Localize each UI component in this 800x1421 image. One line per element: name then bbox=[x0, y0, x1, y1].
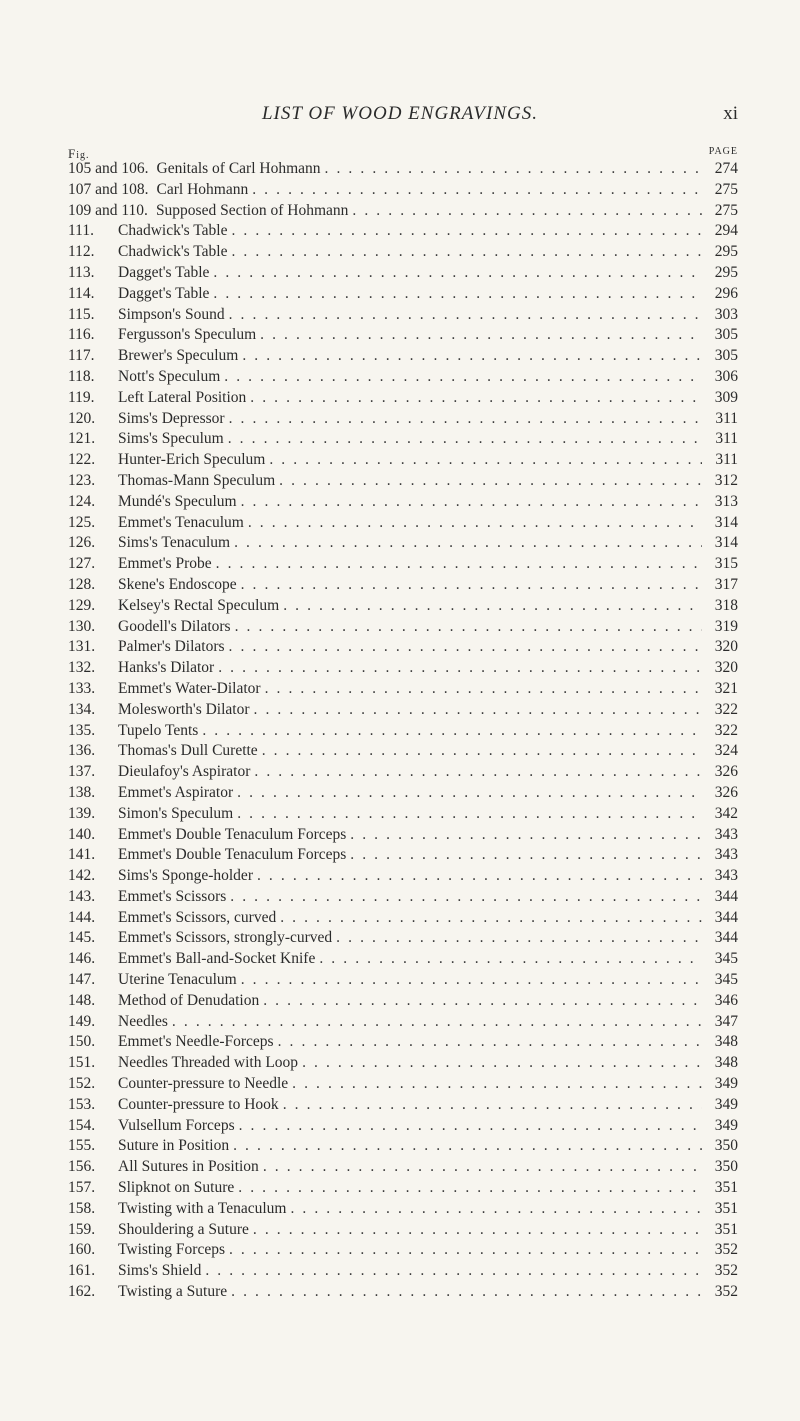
figure-title: All Sutures in Position bbox=[118, 1158, 259, 1176]
figure-page-number: 315 bbox=[714, 555, 738, 573]
dot-leader bbox=[253, 1220, 702, 1241]
list-item bbox=[68, 1053, 738, 1074]
figure-page-number: 311 bbox=[715, 409, 738, 427]
figure-page-number: 352 bbox=[714, 1283, 738, 1301]
list-item bbox=[68, 450, 738, 471]
figure-number: 114. bbox=[68, 284, 95, 302]
dot-leader bbox=[238, 1178, 702, 1199]
dot-leader bbox=[350, 845, 702, 866]
dot-leader bbox=[230, 887, 702, 908]
list-item bbox=[68, 1261, 738, 1282]
figure-page-number: 326 bbox=[714, 783, 738, 801]
list-item bbox=[68, 513, 738, 534]
page-column-heading: PAGE bbox=[708, 146, 738, 157]
figure-number: 153. bbox=[68, 1095, 96, 1113]
list-item bbox=[68, 492, 738, 513]
figure-number: 118. bbox=[68, 367, 95, 385]
figure-number: 137. bbox=[68, 763, 96, 781]
figure-title: Left Lateral Position bbox=[118, 388, 247, 406]
dot-leader bbox=[241, 970, 702, 991]
figure-page-number: 320 bbox=[714, 659, 738, 677]
figure-page-number: 326 bbox=[714, 763, 738, 781]
list-item bbox=[68, 596, 738, 617]
figure-title: Sims's Speculum bbox=[118, 430, 224, 448]
figure-number: 128. bbox=[68, 575, 96, 593]
figure-title: Molesworth's Dilator bbox=[118, 700, 250, 718]
figure-number: 107 and 108. bbox=[68, 180, 149, 198]
figure-page-number: 344 bbox=[714, 929, 738, 947]
figure-title: Emmet's Probe bbox=[118, 555, 212, 573]
figure-page-number: 319 bbox=[714, 617, 738, 635]
figure-title: Emmet's Double Tenaculum Forceps bbox=[118, 846, 347, 864]
list-item bbox=[68, 866, 738, 887]
figure-title: Twisting a Suture bbox=[118, 1283, 228, 1301]
figure-title: Simpson's Sound bbox=[118, 305, 225, 323]
list-item bbox=[68, 1116, 738, 1137]
figure-page-number: 295 bbox=[714, 243, 738, 261]
figure-title: Emmet's Scissors bbox=[118, 887, 227, 905]
list-item bbox=[68, 804, 738, 825]
figure-page-number: 343 bbox=[714, 846, 738, 864]
dot-leader bbox=[229, 305, 702, 326]
dot-leader bbox=[229, 409, 702, 430]
figure-number: 117. bbox=[68, 347, 95, 365]
figure-title: Needles Threaded with Loop bbox=[118, 1054, 299, 1072]
page-title: LIST OF WOOD ENGRAVINGS. bbox=[261, 103, 539, 124]
dot-leader bbox=[241, 575, 702, 596]
figure-number: 122. bbox=[68, 451, 96, 469]
figure-title: Needles bbox=[118, 1012, 168, 1030]
dot-leader bbox=[213, 284, 702, 305]
dot-leader bbox=[350, 825, 702, 846]
list-item bbox=[68, 263, 738, 284]
figure-number: 111. bbox=[68, 222, 94, 240]
figure-title: Counter-pressure to Needle bbox=[118, 1075, 289, 1093]
dot-leader bbox=[242, 346, 702, 367]
dot-leader bbox=[263, 1157, 702, 1178]
dot-leader bbox=[228, 429, 702, 450]
list-item bbox=[68, 554, 738, 575]
list-item bbox=[68, 388, 738, 409]
dot-leader bbox=[241, 492, 702, 513]
list-item bbox=[68, 1032, 738, 1053]
figure-page-number: 352 bbox=[714, 1262, 738, 1280]
figure-title: Dagget's Table bbox=[118, 263, 210, 281]
dot-leader bbox=[352, 201, 702, 222]
dot-leader bbox=[235, 617, 702, 638]
figure-number: 135. bbox=[68, 721, 96, 739]
dot-leader bbox=[292, 1074, 702, 1095]
dot-leader bbox=[290, 1199, 702, 1220]
dot-leader bbox=[254, 700, 702, 721]
figure-title: Sims's Shield bbox=[118, 1262, 202, 1280]
dot-leader bbox=[265, 679, 702, 700]
figure-page-number: 275 bbox=[714, 201, 738, 219]
figure-title: Emmet's Double Tenaculum Forceps bbox=[118, 825, 347, 843]
dot-leader bbox=[325, 159, 702, 180]
figure-number: 142. bbox=[68, 867, 96, 885]
figure-page-number: 350 bbox=[714, 1137, 738, 1155]
figure-title: Dieulafoy's Aspirator bbox=[118, 763, 251, 781]
list-item bbox=[68, 658, 738, 679]
dot-leader bbox=[262, 741, 702, 762]
figure-page-number: 342 bbox=[714, 804, 738, 822]
dot-leader bbox=[319, 949, 702, 970]
figure-page-number: 346 bbox=[714, 991, 738, 1009]
dot-leader bbox=[234, 533, 702, 554]
figure-page-number: 322 bbox=[714, 721, 738, 739]
figure-page-number: 344 bbox=[714, 887, 738, 905]
figure-page-number: 305 bbox=[714, 326, 738, 344]
figure-title: Genitals of Carl Hohmann bbox=[156, 160, 321, 177]
figure-page-number: 275 bbox=[714, 180, 738, 198]
figure-title: Twisting Forceps bbox=[118, 1241, 225, 1259]
dot-leader bbox=[239, 1116, 702, 1137]
figure-title: Vulsellum Forceps bbox=[118, 1116, 235, 1134]
figure-number: 151. bbox=[68, 1054, 96, 1072]
figure-number: 112. bbox=[68, 243, 95, 261]
dot-leader bbox=[172, 1012, 702, 1033]
figure-number: 149. bbox=[68, 1012, 96, 1030]
dot-leader bbox=[231, 242, 702, 263]
list-item bbox=[68, 429, 738, 450]
figure-page-number: 349 bbox=[714, 1075, 738, 1093]
list-item bbox=[68, 221, 738, 242]
dot-leader bbox=[233, 1136, 702, 1157]
figure-number: 126. bbox=[68, 534, 96, 552]
dot-leader bbox=[229, 1240, 702, 1261]
figure-page-number: 343 bbox=[714, 867, 738, 885]
figure-number: 147. bbox=[68, 971, 96, 989]
figure-page-number: 274 bbox=[714, 160, 738, 177]
figure-title: Emmet's Scissors, curved bbox=[118, 908, 277, 926]
figure-title: Emmet's Tenaculum bbox=[118, 513, 244, 531]
figure-title: Twisting with a Tenaculum bbox=[118, 1199, 287, 1217]
dot-leader bbox=[336, 928, 702, 949]
figure-page-number: 309 bbox=[714, 388, 738, 406]
figure-number: 148. bbox=[68, 991, 96, 1009]
figure-page-number: 303 bbox=[714, 305, 738, 323]
figure-title: Counter-pressure to Hook bbox=[118, 1095, 279, 1113]
figure-title: Uterine Tenaculum bbox=[118, 971, 237, 989]
list-item bbox=[68, 1220, 738, 1241]
list-item bbox=[68, 908, 738, 929]
figure-number: 121. bbox=[68, 430, 96, 448]
list-item bbox=[68, 533, 738, 554]
figure-title: Chadwick's Table bbox=[118, 243, 228, 261]
dot-leader bbox=[260, 325, 702, 346]
figure-number: 156. bbox=[68, 1158, 96, 1176]
figure-number: 161. bbox=[68, 1262, 96, 1280]
figure-number: 159. bbox=[68, 1220, 96, 1238]
figure-page-number: 349 bbox=[714, 1116, 738, 1134]
figure-title: Emmet's Ball-and-Socket Knife bbox=[118, 950, 316, 968]
figure-page-number: 294 bbox=[714, 222, 738, 240]
figure-number: 123. bbox=[68, 471, 96, 489]
figure-number: 130. bbox=[68, 617, 96, 635]
figure-page-number: 322 bbox=[714, 700, 738, 718]
list-item bbox=[68, 242, 738, 263]
figure-number: 115. bbox=[68, 305, 95, 323]
list-item bbox=[68, 617, 738, 638]
figure-title: Dagget's Table bbox=[118, 284, 210, 302]
list-item bbox=[68, 970, 738, 991]
figure-title: Skene's Endoscope bbox=[118, 575, 237, 593]
list-item bbox=[68, 325, 738, 346]
list-item bbox=[68, 201, 738, 222]
running-head bbox=[0, 103, 800, 127]
figure-title: Hunter-Erich Speculum bbox=[118, 451, 266, 469]
figure-page-number: 317 bbox=[714, 575, 738, 593]
figure-title: Goodell's Dilators bbox=[118, 617, 231, 635]
list-item bbox=[68, 159, 738, 180]
figure-title: Kelsey's Rectal Speculum bbox=[118, 596, 280, 614]
figure-number: 157. bbox=[68, 1179, 96, 1197]
figure-title: Chadwick's Table bbox=[118, 222, 228, 240]
figure-number: 116. bbox=[68, 326, 95, 344]
list-item bbox=[68, 409, 738, 430]
figure-page-number: 347 bbox=[714, 1012, 738, 1030]
figure-page-number: 348 bbox=[714, 1054, 738, 1072]
list-item bbox=[68, 887, 738, 908]
list-item bbox=[68, 1157, 738, 1178]
dot-leader bbox=[237, 783, 702, 804]
list-item bbox=[68, 367, 738, 388]
dot-leader bbox=[269, 450, 702, 471]
figure-title: Hanks's Dilator bbox=[118, 659, 215, 677]
figure-page-number: 312 bbox=[714, 471, 738, 489]
dot-leader bbox=[278, 1032, 702, 1053]
figure-page-number: 318 bbox=[714, 596, 738, 614]
dot-leader bbox=[229, 637, 702, 658]
engravings-list bbox=[68, 159, 738, 1303]
figure-number: 152. bbox=[68, 1075, 96, 1093]
figure-title: Slipknot on Suture bbox=[118, 1179, 235, 1197]
list-item bbox=[68, 825, 738, 846]
list-item bbox=[68, 949, 738, 970]
list-item bbox=[68, 575, 738, 596]
list-item bbox=[68, 991, 738, 1012]
figure-number: 160. bbox=[68, 1241, 96, 1259]
dot-leader bbox=[254, 762, 702, 783]
figure-number: 132. bbox=[68, 659, 96, 677]
figure-page-number: 311 bbox=[715, 451, 738, 469]
figure-number: 120. bbox=[68, 409, 96, 427]
list-item bbox=[68, 471, 738, 492]
figure-number: 143. bbox=[68, 887, 96, 905]
figure-number: 140. bbox=[68, 825, 96, 843]
list-item bbox=[68, 1095, 738, 1116]
figure-title: Carl Hohmann bbox=[156, 180, 249, 198]
figure-number: 131. bbox=[68, 638, 96, 656]
figure-number: 155. bbox=[68, 1137, 96, 1155]
figure-title: Emmet's Needle-Forceps bbox=[118, 1033, 274, 1051]
figure-number: 136. bbox=[68, 742, 96, 760]
figure-title: Sims's Sponge-holder bbox=[118, 867, 253, 885]
list-item bbox=[68, 284, 738, 305]
list-item bbox=[68, 637, 738, 658]
figure-number: 158. bbox=[68, 1199, 96, 1217]
figure-page-number: 348 bbox=[714, 1033, 738, 1051]
dot-leader bbox=[250, 388, 702, 409]
list-item bbox=[68, 305, 738, 326]
list-item bbox=[68, 1240, 738, 1261]
figure-page-number: 295 bbox=[714, 263, 738, 281]
figure-page-number: 345 bbox=[714, 971, 738, 989]
figure-number: 105 and 106. bbox=[68, 160, 149, 177]
figure-page-number: 321 bbox=[714, 679, 738, 697]
dot-leader bbox=[202, 721, 702, 742]
list-item bbox=[68, 845, 738, 866]
list-item bbox=[68, 721, 738, 742]
figure-page-number: 352 bbox=[714, 1241, 738, 1259]
dot-leader bbox=[283, 1095, 702, 1116]
figure-title: Method of Denudation bbox=[118, 991, 260, 1009]
figure-number: 154. bbox=[68, 1116, 96, 1134]
list-item bbox=[68, 1012, 738, 1033]
dot-leader bbox=[213, 263, 702, 284]
figure-title: Shouldering a Suture bbox=[118, 1220, 249, 1238]
list-item bbox=[68, 679, 738, 700]
dot-leader bbox=[279, 471, 702, 492]
dot-leader bbox=[218, 658, 702, 679]
figure-number: 127. bbox=[68, 555, 96, 573]
dot-leader bbox=[263, 991, 702, 1012]
figure-page-number: 343 bbox=[714, 825, 738, 843]
figure-page-number: 313 bbox=[714, 492, 738, 510]
list-item bbox=[68, 928, 738, 949]
figure-number: 119. bbox=[68, 388, 95, 406]
figure-number: 113. bbox=[68, 263, 95, 281]
dot-leader bbox=[216, 554, 702, 575]
figure-title: Suture in Position bbox=[118, 1137, 230, 1155]
list-item bbox=[68, 1074, 738, 1095]
figure-title: Tupelo Tents bbox=[118, 721, 199, 739]
list-item bbox=[68, 783, 738, 804]
dot-leader bbox=[231, 1282, 702, 1303]
figure-number: 133. bbox=[68, 679, 96, 697]
dot-leader bbox=[224, 367, 702, 388]
figure-page-number: 311 bbox=[715, 430, 738, 448]
figure-number: 150. bbox=[68, 1033, 96, 1051]
figure-page-number: 324 bbox=[714, 742, 738, 760]
figure-page-number: 306 bbox=[714, 367, 738, 385]
figure-number: 145. bbox=[68, 929, 96, 947]
figure-title: Fergusson's Speculum bbox=[118, 326, 257, 344]
figure-page-number: 344 bbox=[714, 908, 738, 926]
figure-title: Mundé's Speculum bbox=[118, 492, 237, 510]
dot-leader bbox=[205, 1261, 702, 1282]
list-item bbox=[68, 1136, 738, 1157]
list-item bbox=[68, 346, 738, 367]
figure-page-number: 351 bbox=[714, 1199, 738, 1217]
figure-page-number: 349 bbox=[714, 1095, 738, 1113]
figure-title: Thomas's Dull Curette bbox=[118, 742, 258, 760]
figure-page-number: 305 bbox=[714, 347, 738, 365]
figure-title: Supposed Section of Hohmann bbox=[155, 201, 349, 219]
figure-page-number: 351 bbox=[714, 1179, 738, 1197]
figure-title: Palmer's Dilators bbox=[118, 638, 225, 656]
figure-number: 125. bbox=[68, 513, 96, 531]
figure-title: Sims's Tenaculum bbox=[118, 534, 231, 552]
figure-page-number: 314 bbox=[714, 513, 738, 531]
figure-title: Thomas-Mann Speculum bbox=[118, 471, 276, 489]
figure-number: 139. bbox=[68, 804, 96, 822]
figure-title: Emmet's Scissors, strongly-curved bbox=[118, 929, 333, 947]
list-item bbox=[68, 1199, 738, 1220]
figure-title: Emmet's Water-Dilator bbox=[118, 679, 261, 697]
figure-number: 144. bbox=[68, 908, 96, 926]
figure-page-number: 350 bbox=[714, 1158, 738, 1176]
figure-number: 109 and 110. bbox=[68, 201, 148, 219]
dot-leader bbox=[231, 221, 702, 242]
fig-column-heading: Fig. bbox=[68, 146, 90, 161]
figure-page-number: 296 bbox=[714, 284, 738, 302]
list-item bbox=[68, 741, 738, 762]
figure-number: 124. bbox=[68, 492, 96, 510]
list-item bbox=[68, 1282, 738, 1303]
figure-number: 129. bbox=[68, 596, 96, 614]
figure-title: Simon's Speculum bbox=[118, 804, 234, 822]
figure-number: 141. bbox=[68, 846, 96, 864]
column-headings bbox=[68, 146, 738, 160]
list-item bbox=[68, 1178, 738, 1199]
list-item bbox=[68, 180, 738, 201]
dot-leader bbox=[237, 804, 702, 825]
dot-leader bbox=[248, 513, 702, 534]
dot-leader bbox=[257, 866, 702, 887]
figure-page-number: 320 bbox=[714, 638, 738, 656]
figure-title: Sims's Depressor bbox=[118, 409, 225, 427]
list-item bbox=[68, 762, 738, 783]
figure-number: 146. bbox=[68, 950, 96, 968]
dot-leader bbox=[280, 908, 702, 929]
dot-leader bbox=[283, 596, 702, 617]
dot-leader bbox=[302, 1053, 702, 1074]
figure-title: Emmet's Aspirator bbox=[118, 783, 234, 801]
list-item bbox=[68, 700, 738, 721]
figure-number: 134. bbox=[68, 700, 96, 718]
figure-title: Nott's Speculum bbox=[118, 367, 221, 385]
dot-leader bbox=[252, 180, 702, 201]
figure-number: 138. bbox=[68, 783, 96, 801]
figure-number: 162. bbox=[68, 1283, 96, 1301]
figure-page-number: 314 bbox=[714, 534, 738, 552]
figure-page-number: 351 bbox=[714, 1220, 738, 1238]
figure-page-number: 345 bbox=[714, 950, 738, 968]
page-number: xi bbox=[723, 103, 738, 124]
figure-title: Brewer's Speculum bbox=[118, 347, 239, 365]
